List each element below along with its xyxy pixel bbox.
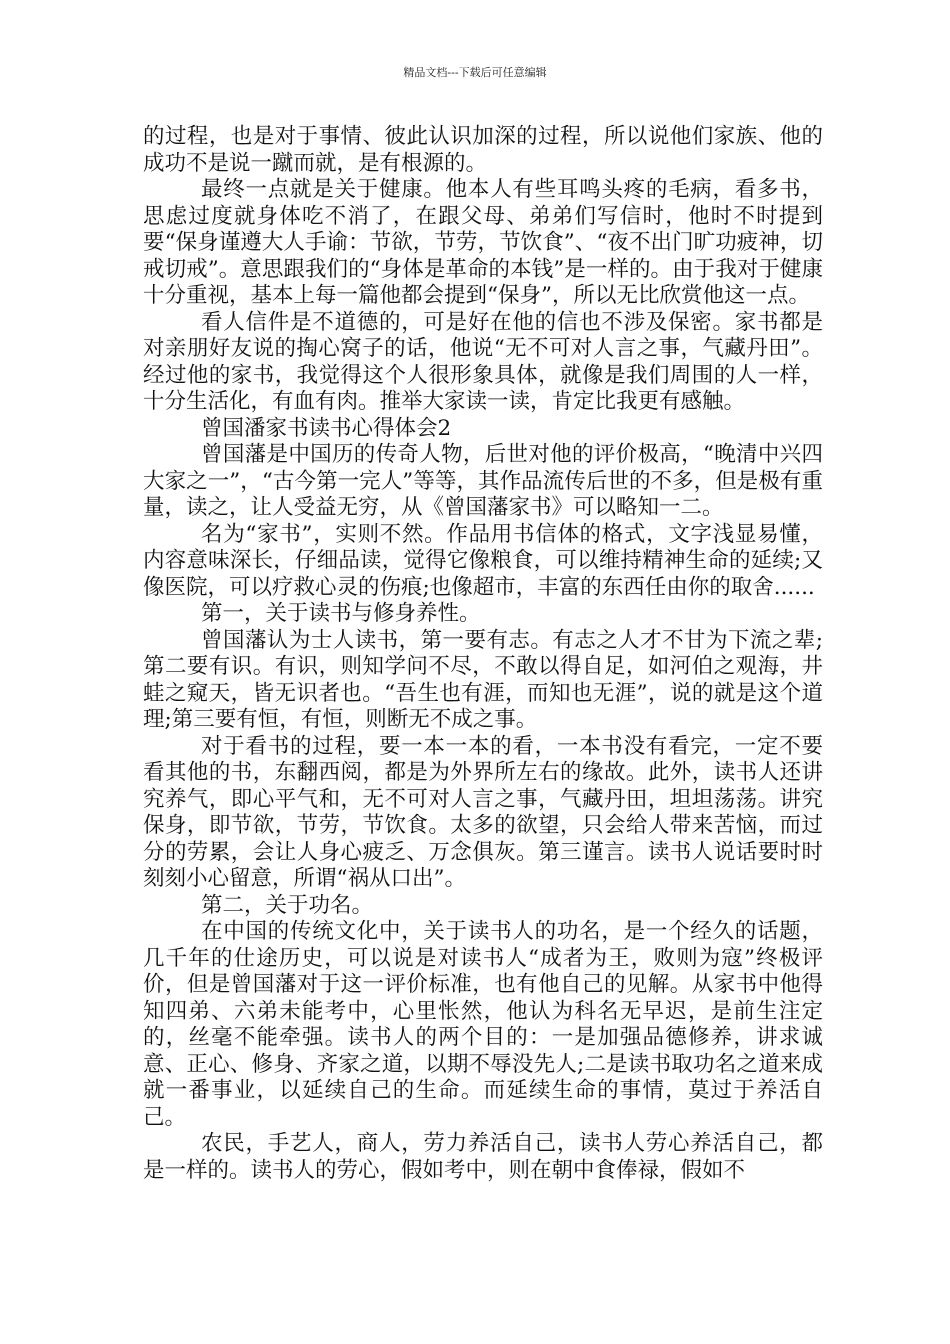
paragraph: 对于看书的过程，要一本一本的看，一本书没有看完，一定不要看其他的书，东翻西阅，都是为外界所左右的缘故。此外，读书人还讲究养气，即心平气和，无不可对人言之事，气藏丹田，坦坦荡荡。讲究保身，即节欲，节劳，节饮食。太多的欲望，只会给人带来苦恼，而过分的劳累，会让人身心疲乏、万念俱灰。第三谨言。读书人说话要时时刻刻小心留意，所谓“祸从口出”。	[143, 733, 823, 891]
subheading: 第二，关于功名。	[201, 892, 374, 918]
section-title: 曾国潘家书读书心得体会2	[201, 415, 452, 441]
document-body	[143, 124, 823, 1184]
paragraph: 名为“家书”，实则不然。作品用书信体的格式，文字浅显易懂，内容意味深长，仔细品读，觉得它像粮食，可以维持精神生命的延续;又像医院，可以疗救心灵的伤痕;也像超市，丰富的东西任由你的取舍......	[143, 521, 823, 600]
paragraph: 农民，手艺人，商人，劳力养活自己，读书人劳心养活自己，都是一样的。读书人的劳心，假如考中，则在朝中食俸禄，假如不	[143, 1131, 823, 1183]
paragraph: 在中国的传统文化中，关于读书人的功名，是一个经久的话题，几千年的仕途历史，可以说是对读书人“成者为王，败则为寇”终极评价，但是曾国藩对于这一评价标准，也有他自己的见解。从家书中他得知四弟、六弟未能考中，心里怅然，他认为科名无早迟，是前生注定的，丝毫不能牵强。读书人的两个目的：一是加强品德修养，讲求诚意、正心、修身、齐家之道，以期不辱没先人;二是读书取功名之道来成就一番事业，以延续自己的生命。而延续生命的事情，莫过于养活自己。	[143, 919, 823, 1130]
paragraph: 的过程，也是对于事情、彼此认识加深的过程，所以说他们家族、他的成功不是说一蹴而就，是有根源的。	[143, 124, 823, 176]
paragraph: 曾国藩是中国历的传奇人物，后世对他的评价极高，“晚清中兴四大家之一”，“古今第一完人”等等，其作品流传后世的不多，但是极有重量，读之，让人受益无穷，从《曾国藩家书》可以略知一二。	[143, 442, 823, 520]
page-header: 精品文档---下载后可任意编辑	[403, 66, 547, 79]
paragraph: 最终一点就是关于健康。他本人有些耳鸣头疼的毛病，看多书，思虑过度就身体吃不消了，在跟父母、弟弟们写信时，他时不时提到要“保身谨遵大人手谕：节欲，节劳，节饮食”、“夜不出门旷功疲神，切戒切戒”。意思跟我们的“身体是革命的本钱”是一样的。由于我对于健康十分重视，基本上每一篇他都会提到“保身”，所以无比欣赏他这一点。	[143, 177, 823, 308]
paragraph: 曾国藩认为士人读书，第一要有志。有志之人才不甘为下流之辈;第二要有识。有识，则知学问不尽，不敢以得自足，如河伯之观海，井蛙之窥天，皆无识者也。“吾生也有涯，而知也无涯”，说的就是这个道理;第三要有恒，有恒，则断无不成之事。	[143, 627, 823, 732]
paragraph: 看人信件是不道德的，可是好在他的信也不涉及保密。家书都是对亲朋好友说的掏心窝子的话，他说“无不可对人言之事，气藏丹田”。经过他的家书，我觉得这个人很形象具体，就像是我们周围的人一样，十分生活化，有血有肉。推举大家读一读，肯定比我更有感触。	[143, 309, 823, 414]
subheading: 第一，关于读书与修身养性。	[201, 601, 481, 626]
